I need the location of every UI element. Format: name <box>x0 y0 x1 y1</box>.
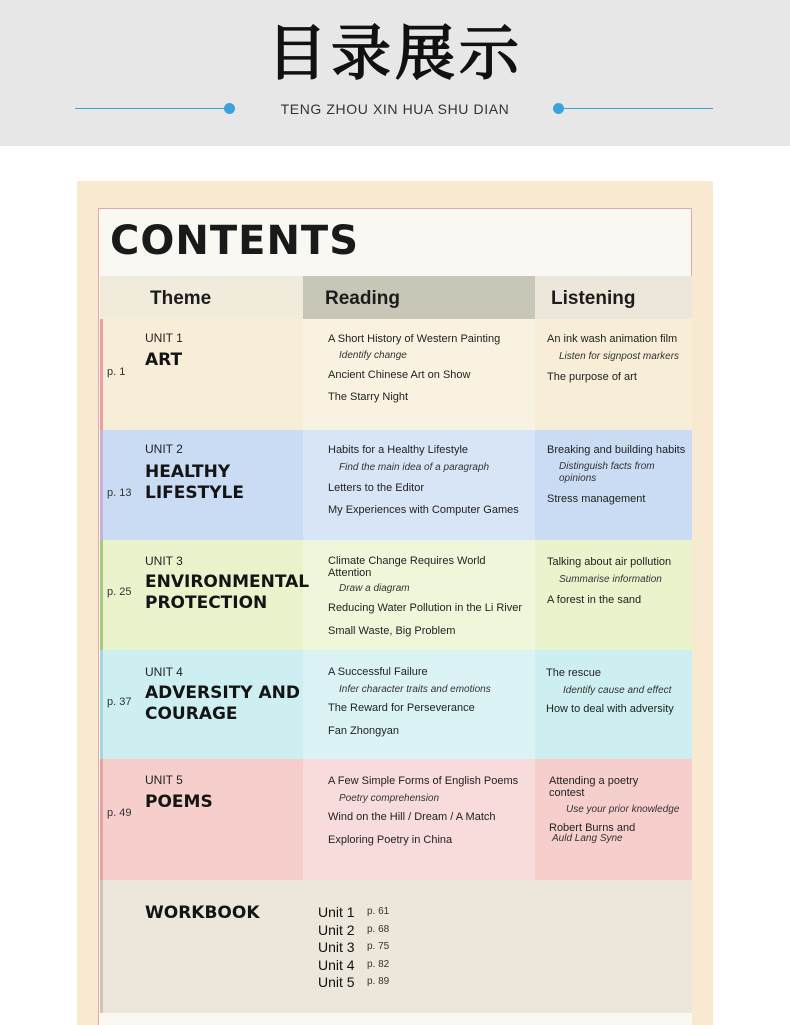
unit-color-bar <box>100 430 103 540</box>
listening-skill: Identify cause and effect <box>563 685 672 696</box>
unit-name-line: ART <box>145 350 183 370</box>
workbook-page: p. 61 <box>367 906 390 917</box>
unit-color-bar <box>100 319 103 430</box>
workbook-unit: Unit 5 <box>318 974 355 990</box>
listening-skill: Use your prior knowledge <box>566 804 680 815</box>
listening-skill: Distinguish facts from opinions <box>559 461 655 484</box>
unit-name-line: PROTECTION <box>145 593 268 613</box>
reading-skill: Find the main idea of a paragraph <box>339 462 490 473</box>
reading-skill: Infer character traits and emotions <box>339 684 491 695</box>
reading-skill: Poetry comprehension <box>339 793 440 804</box>
workbook-unit: Unit 4 <box>318 956 355 973</box>
unit-label: UNIT 2 <box>145 442 183 456</box>
reading-item: My Experiences with Computer Games <box>328 504 519 516</box>
listening-item: The purpose of art <box>547 371 637 383</box>
header-reading: Reading <box>303 276 535 319</box>
workbook-section <box>100 880 692 1013</box>
unit-color-bar <box>100 759 103 880</box>
workbook-unit: Unit 2 <box>318 921 355 938</box>
unit-name <box>145 572 310 614</box>
unit-row-5 <box>100 759 692 880</box>
unit-page-ref: p. 1 <box>107 366 126 378</box>
reading-item: Habits for a Healthy Lifestyle <box>328 444 469 456</box>
decorative-line-right <box>558 108 713 109</box>
unit-name-line: HEALTHY <box>145 462 231 482</box>
unit-row-4 <box>100 650 692 759</box>
workbook-unit: Unit 3 <box>318 939 355 955</box>
unit-page-ref: p. 49 <box>107 807 132 819</box>
listening-item: Attending a poetry contest <box>549 775 639 799</box>
unit-name-line: POEMS <box>145 792 213 812</box>
unit-name-line: ENVIRONMENTAL <box>145 572 310 592</box>
unit-page-ref: p. 25 <box>107 586 132 598</box>
listening-item: Stress management <box>547 493 646 505</box>
workbook-title: WORKBOOK <box>145 903 260 923</box>
unit-name <box>145 350 305 371</box>
unit-name-line: ADVERSITY AND <box>145 683 301 703</box>
unit-row-2 <box>100 430 692 540</box>
reading-skill: Identify change <box>339 350 407 361</box>
listening-skill: Summarise information <box>559 574 662 585</box>
unit-label: UNIT 3 <box>145 554 183 568</box>
reading-item: A Few Simple Forms of English Poems <box>328 775 519 787</box>
reading-item: A Successful Failure <box>328 666 428 678</box>
listening-item-title: Auld Lang Syne <box>552 833 623 844</box>
unit-name <box>145 683 305 725</box>
reading-item: The Reward for Perseverance <box>328 702 475 714</box>
reading-item: The Starry Night <box>328 391 409 403</box>
listening-item: Breaking and building habits <box>547 444 686 456</box>
reading-item: Letters to the Editor <box>328 482 424 494</box>
banner-subtitle: TENG ZHOU XIN HUA SHU DIAN <box>280 101 510 117</box>
unit-row-1 <box>100 319 692 430</box>
reading-skill: Draw a diagram <box>339 583 410 594</box>
unit-color-bar <box>100 540 103 650</box>
unit-name <box>145 462 305 504</box>
unit-label: UNIT 4 <box>145 665 183 679</box>
listening-skill: Listen for signpost markers <box>559 351 680 362</box>
unit-label: UNIT 1 <box>145 331 183 345</box>
workbook-color-bar <box>100 880 103 1013</box>
header-theme: Theme <box>100 276 303 319</box>
reading-item: Reducing Water Pollution in the Li River <box>328 602 523 614</box>
header-listening: Listening <box>535 276 692 319</box>
page-bottom-margin <box>100 1013 692 1025</box>
unit-color-bar <box>100 650 103 759</box>
listening-item: Robert Burns and <box>549 822 636 834</box>
contents-title: CONTENTS <box>110 218 360 264</box>
unit-name-line: LIFESTYLE <box>145 483 244 503</box>
reading-item: Climate Change Requires World Attention <box>328 555 486 579</box>
reading-item: A Short History of Western Painting <box>328 333 501 345</box>
listening-item: An ink wash animation film <box>547 333 678 345</box>
reading-item: Exploring Poetry in China <box>328 834 453 846</box>
workbook-page: p. 75 <box>367 941 390 952</box>
workbook-page: p. 89 <box>367 976 390 987</box>
workbook-page: p. 68 <box>367 923 390 935</box>
workbook-page: p. 82 <box>367 958 390 970</box>
unit-row-3 <box>100 540 692 650</box>
workbook-unit: Unit 1 <box>318 904 355 920</box>
reading-item: Small Waste, Big Problem <box>328 625 456 637</box>
unit-name-line: COURAGE <box>145 704 238 724</box>
reading-item: Wind on the Hill / Dream / A Match <box>328 811 496 823</box>
unit-page-ref: p. 13 <box>107 487 132 499</box>
banner-title: 目录展示 <box>267 19 523 89</box>
reading-item: Fan Zhongyan <box>328 725 399 737</box>
unit-label: UNIT 5 <box>145 773 183 787</box>
listening-item: A forest in the sand <box>547 594 642 606</box>
listening-item: How to deal with adversity <box>546 703 674 715</box>
unit-page-ref: p. 37 <box>107 696 132 708</box>
listening-item: Talking about air pollution <box>547 556 672 568</box>
listening-item: The rescue <box>546 667 602 679</box>
reading-item: Ancient Chinese Art on Show <box>328 369 471 381</box>
unit-name <box>145 792 305 813</box>
